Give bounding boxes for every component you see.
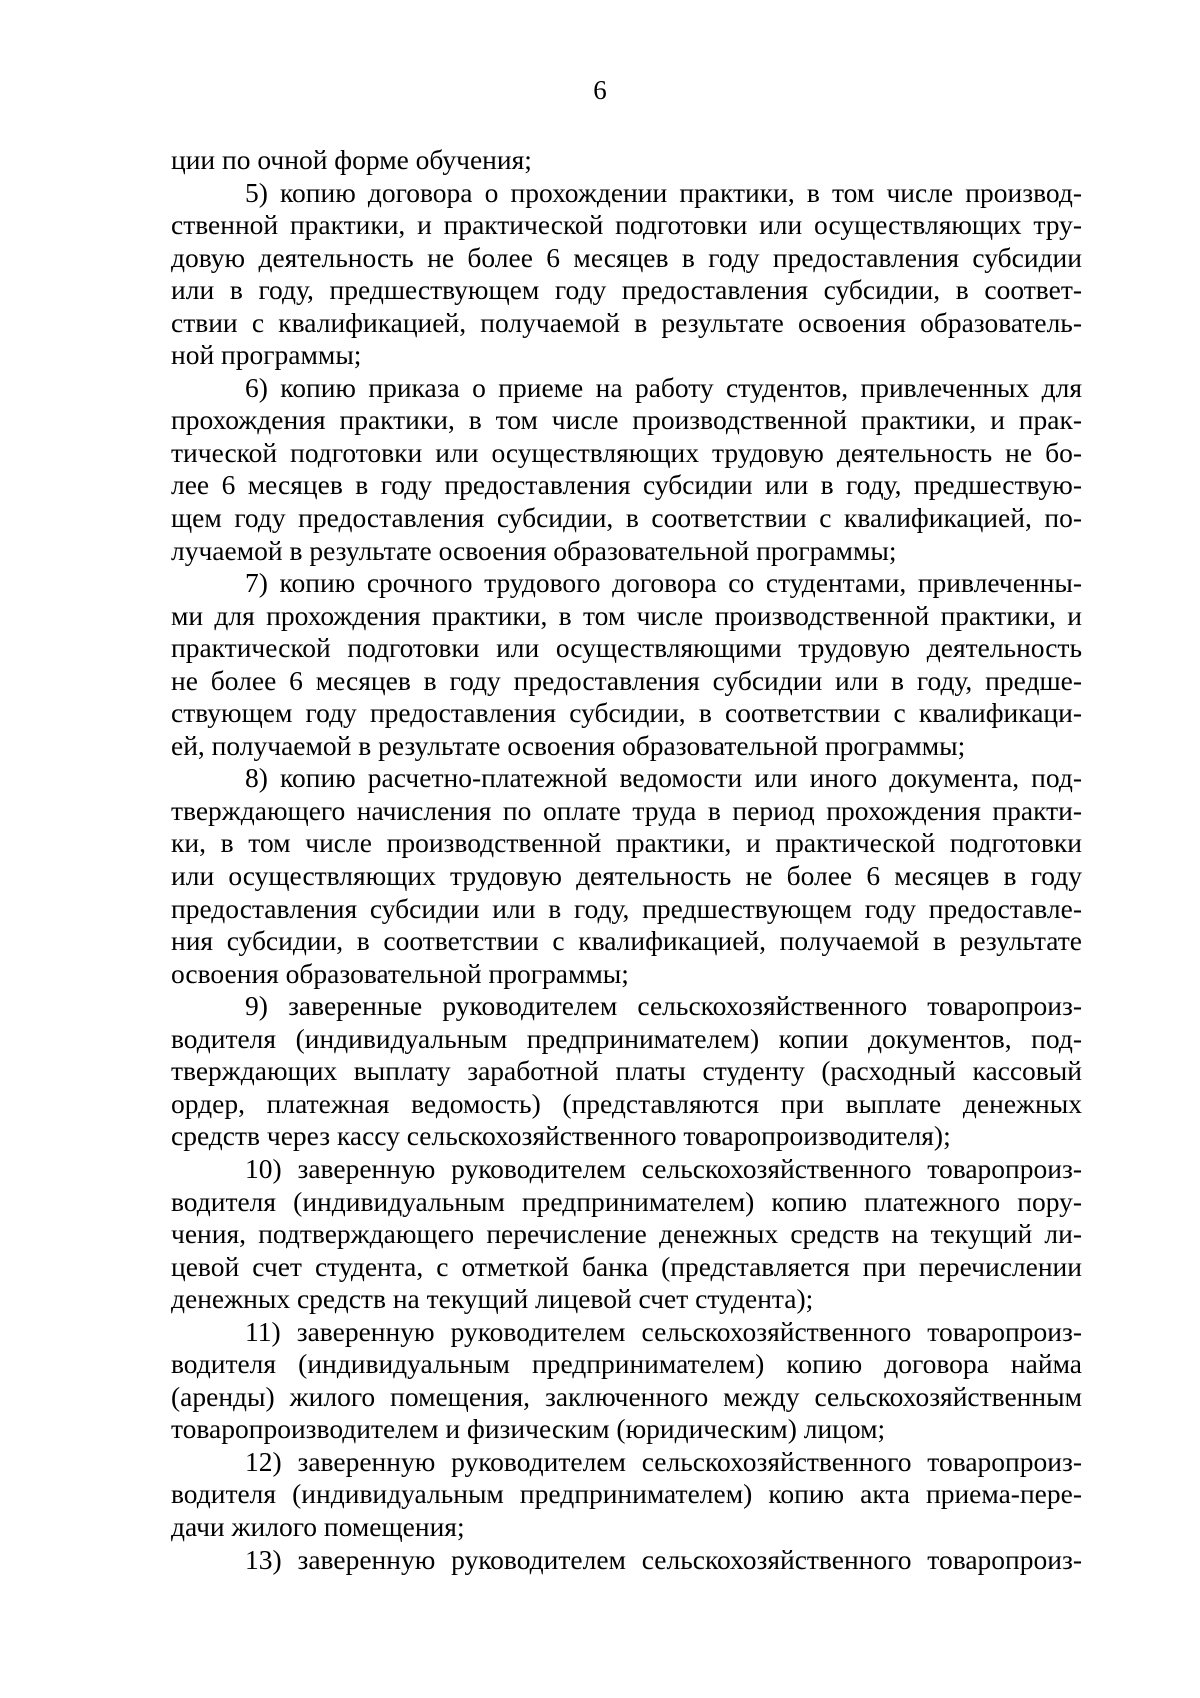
paragraph [171,177,1082,372]
paragraph [171,372,1082,567]
paragraph [171,762,1082,990]
paragraph [171,1446,1082,1544]
text-line: ки, в том числе производственной практики, и практической подготовки [171,827,1082,859]
text-line: ственной практики, и практической подготовки или осуществляющих тру- [171,209,1082,241]
paragraph [171,144,1082,177]
paragraph [171,990,1082,1153]
text-line: ствующем году предоставления субсидии, в соответствии с квалификаци- [171,697,1082,729]
text-line: 13) заверенную руководителем сельскохозяйственного товаропроиз- [245,1543,1082,1575]
text-line: лучаемой в результате освоения образовательной программы; [171,534,897,566]
text-line: не более 6 месяцев в году предоставления субсидии или в году, предше- [171,664,1082,696]
paragraph [171,1153,1082,1316]
text-line: ми для прохождения практики, в том числе производственной практики, и [171,599,1082,631]
text-line: практической подготовки или осуществляющими трудовую деятельность [171,632,1082,664]
text-line: щем году предоставления субсидии, в соответствии с квалификацией, по- [171,502,1082,534]
text-line: или в году, предшествующем году предоставления субсидии, в соответ- [171,274,1082,306]
text-line: товаропроизводителем и физическим (юридическим) лицом; [171,1413,886,1445]
text-line: водителя (индивидуальным предпринимателем) копию договора найма [171,1348,1082,1380]
text-line: средств через кассу сельскохозяйственного товаропроизводителя); [171,1120,951,1152]
text-line: ной программы; [171,339,362,371]
text-line: водителя (индивидуальным предпринимателем) копию акта приема-пере- [171,1478,1082,1510]
text-line: ствии с квалификацией, получаемой в результате освоения образователь- [171,306,1082,338]
text-line: ния субсидии, в соответствии с квалификацией, получаемой в результате [171,925,1082,957]
text-line: 10) заверенную руководителем сельскохозяйственного товаропроиз- [245,1152,1082,1184]
text-line: дачи жилого помещения; [171,1510,465,1542]
page-number: 6 [593,75,607,105]
text-line: тверждающего начисления по оплате труда в период прохождения практи- [171,794,1082,826]
text-line: ордер, платежная ведомость) (представляются при выплате денежных [171,1087,1082,1119]
text-line: 12) заверенную руководителем сельскохозяйственного товаропроиз- [245,1445,1082,1477]
text-line: (аренды) жилого помещения, заключенного между сельскохозяйственным [171,1380,1082,1412]
paragraph [171,1544,1082,1577]
text-line: водителя (индивидуальным предпринимателем) копию платежного пору- [171,1185,1082,1217]
text-line: 6) копию приказа о приеме на работу студентов, привлеченных для [245,371,1082,403]
text-line: предоставления субсидии или в году, предшествующем году предоставле- [171,892,1082,924]
text-line: лее 6 месяцев в году предоставления субсидии или в году, предшествую- [171,469,1082,501]
paragraph [171,1316,1082,1446]
paragraph [171,567,1082,762]
text-line: чения, подтверждающего перечисление денежных средств на текущий ли- [171,1218,1082,1250]
text-line: денежных средств на текущий лицевой счет студента); [171,1283,814,1315]
text-line: 8) копию расчетно-платежной ведомости или иного документа, под- [245,762,1082,794]
text-line: ции по очной форме обучения; [171,144,532,175]
text-line: освоения образовательной программы; [171,957,629,989]
text-line: довую деятельность не более 6 месяцев в году предоставления субсидии [171,241,1082,273]
text-line: или осуществляющих трудовую деятельность не более 6 месяцев в году [171,860,1082,892]
text-line: 7) копию срочного трудового договора со студентами, привлеченны- [245,567,1082,599]
text-line: тической подготовки или осуществляющих трудовую деятельность не бо- [171,436,1082,468]
text-line: водителя (индивидуальным предпринимателем) копии документов, под- [171,1022,1082,1054]
text-line: 5) копию договора о прохождении практики, в том числе производ- [245,176,1082,208]
text-line: цевой счет студента, с отметкой банка (представляется при перечислении [171,1250,1082,1282]
text-line: 11) заверенную руководителем сельскохозяйственного товаропроиз- [245,1315,1082,1347]
text-line: тверждающих выплату заработной платы студенту (расходный кассовый [171,1055,1082,1087]
text-line: 9) заверенные руководителем сельскохозяйственного товаропроиз- [245,990,1082,1022]
text-line: прохождения практики, в том числе производственной практики, и прак- [171,404,1082,436]
text-line: ей, получаемой в результате освоения образовательной программы; [171,729,966,761]
document-body [171,144,1082,1576]
